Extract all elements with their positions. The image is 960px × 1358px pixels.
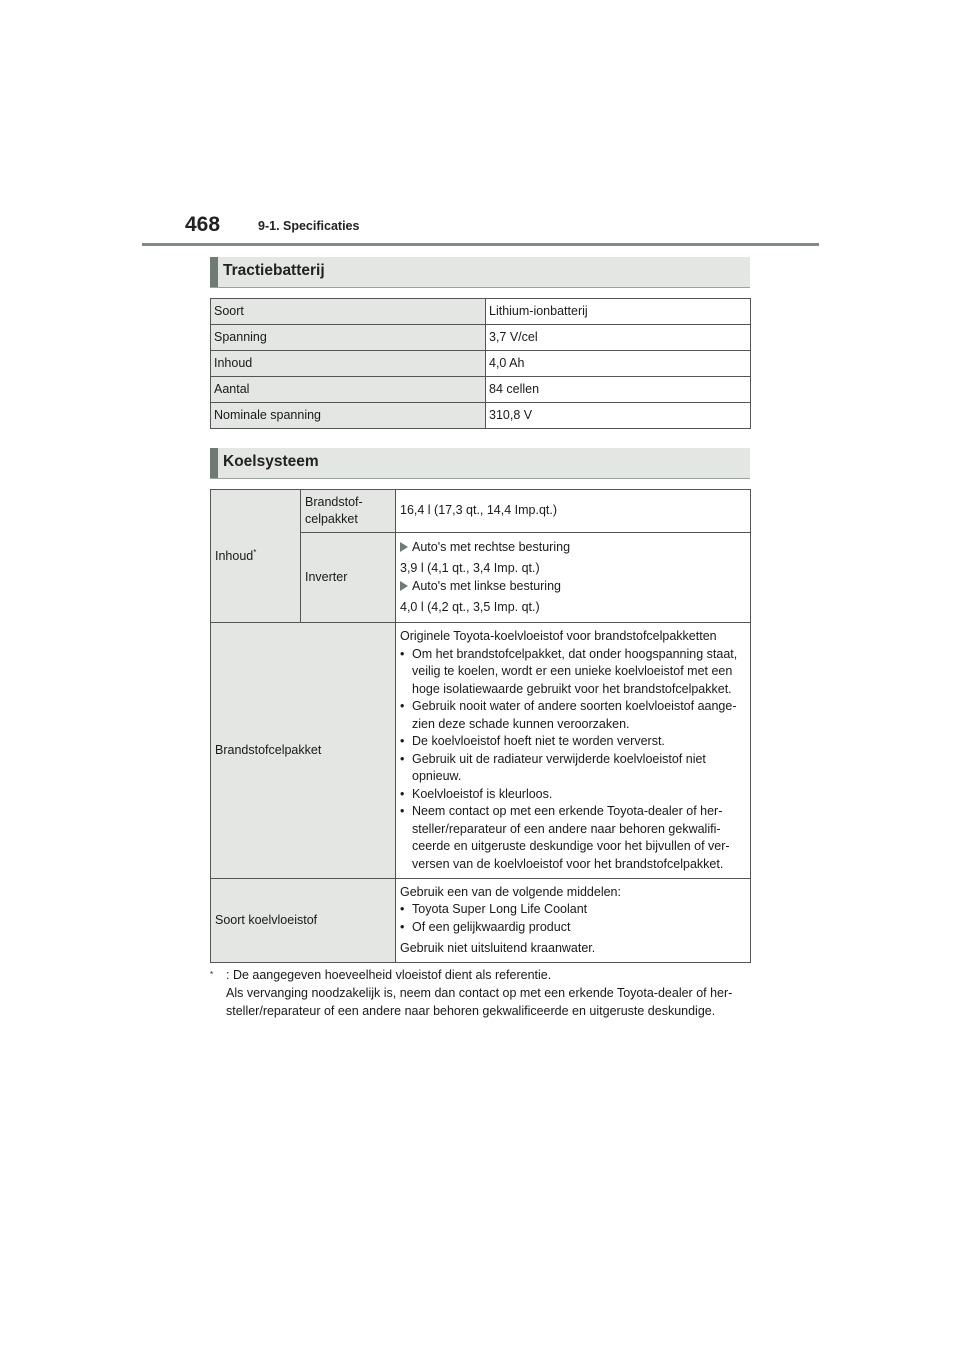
- coolant-type-cell: [396, 879, 751, 963]
- coolant-note: Gebruik niet uitsluitend kraanwater.: [400, 941, 596, 955]
- row-value: 4,0 Ah: [486, 351, 751, 377]
- fuelcell-sub-label-cell: [301, 490, 396, 533]
- row-value: Lithium-ionbatterij: [486, 299, 751, 325]
- heading-bar: [210, 257, 218, 287]
- inverter-values-cell: [396, 533, 751, 623]
- fuelcell-intro: Originele Toyota-koelvloeistof voor brandstofcelpakketten: [400, 629, 717, 643]
- row-value: 310,8 V: [486, 403, 751, 429]
- footnote: [210, 966, 755, 1020]
- table-row: [211, 351, 751, 377]
- header-divider: [142, 243, 819, 246]
- footnote-line: : De aangegeven hoeveelheid vloeistof dient als referentie.: [226, 968, 552, 982]
- inverter-lhd-value: 4,0 l (4,2 qt., 3,5 Imp. qt.): [400, 600, 540, 614]
- row-label: Spanning: [211, 325, 486, 351]
- row-value: 3,7 V/cel: [486, 325, 751, 351]
- traction-battery-title: Tractiebatterij: [223, 262, 325, 279]
- page-number: 468: [185, 213, 221, 236]
- section-title: 9-1. Specificaties: [258, 219, 360, 233]
- row-label: Nominale spanning: [211, 403, 486, 429]
- row-label: Inhoud: [211, 351, 486, 377]
- fuelcell-capacity-value: 16,4 l (17,3 qt., 14,4 Imp.qt.): [396, 490, 751, 533]
- fuelcell-bullet-list: [400, 646, 746, 874]
- footnote-mark: *: [210, 970, 214, 979]
- cooling-system-title: Koelsysteem: [223, 453, 319, 470]
- list-item: • Gebruik nooit water of andere soorten koelvloeistof aange-zien deze schade kunnen veroorzaken.: [400, 698, 746, 733]
- inverter-rhd-label: Auto's met rechtse besturing: [412, 539, 571, 554]
- list-item: • Neem contact op met een erkende Toyota-dealer of her-steller/reparateur of een andere naar behoren gekwalifi-ceerde en uitgeruste deskundige voor het bijvullen of ver-versen van de koelvloeistof voor het brandstofcelpakket.: [400, 803, 746, 873]
- inverter-rhd: [400, 539, 746, 557]
- list-item: • Koelvloeistof is kleurloos.: [400, 786, 746, 804]
- capacity-label-cell: [211, 490, 301, 623]
- coolant-intro: Gebruik een van de volgende middelen:: [400, 884, 621, 899]
- row-value: 84 cellen: [486, 377, 751, 403]
- table-row: [211, 325, 751, 351]
- list-item: • De koelvloeistof hoeft niet te worden ververst.: [400, 733, 746, 751]
- inverter-label: Inverter: [301, 533, 396, 623]
- table-row: [211, 490, 751, 533]
- footnote-mark: *: [253, 547, 257, 557]
- list-item: • Toyota Super Long Life Coolant: [400, 901, 746, 919]
- traction-battery-heading: [210, 257, 750, 288]
- list-item: • Of een gelijkwaardig product: [400, 919, 746, 937]
- coolant-type-label: Soort koelvloeistof: [211, 879, 396, 963]
- arrow-right-icon: [400, 581, 408, 591]
- heading-bar: [210, 448, 218, 478]
- list-item: • Om het brandstofcelpakket, dat onder hoogspanning staat, veilig te koelen, wordt er een unieke koelvloeistof met een hoge isolatiewaarde gebruikt voor het brandstofcelpakket.: [400, 646, 746, 699]
- inverter-lhd-label: Auto's met linkse besturing: [412, 578, 561, 593]
- cooling-system-heading: [210, 448, 750, 479]
- row-label: Aantal: [211, 377, 486, 403]
- fuelcell-sub-label: celpakket: [305, 512, 358, 526]
- table-row: [211, 623, 751, 879]
- cooling-system-table: [210, 489, 751, 963]
- table-row: [211, 299, 751, 325]
- arrow-right-icon: [400, 542, 408, 552]
- coolant-bullet-list: [400, 901, 746, 936]
- inverter-lhd: [400, 578, 746, 596]
- list-item: • Gebruik uit de radiateur verwijderde koelvloeistof niet opnieuw.: [400, 751, 746, 786]
- table-row: [211, 377, 751, 403]
- fuelcell-coolant-cell: [396, 623, 751, 879]
- traction-battery-table: [210, 298, 751, 429]
- fuelcell-label: Brandstofcelpakket: [211, 623, 396, 879]
- inverter-rhd-value: 3,9 l (4,1 qt., 3,4 Imp. qt.): [400, 561, 540, 575]
- table-row: [211, 879, 751, 963]
- capacity-label: Inhoud: [215, 548, 254, 563]
- fuelcell-sub-label: Brandstof-: [305, 494, 363, 509]
- table-row: [211, 403, 751, 429]
- footnote-line: Als vervanging noodzakelijk is, neem dan contact op met een erkende Toyota-dealer of her-steller/reparateur of een andere naar behoren gekwalificeerde en uitgeruste deskundige.: [226, 986, 733, 1018]
- row-label: Soort: [211, 299, 486, 325]
